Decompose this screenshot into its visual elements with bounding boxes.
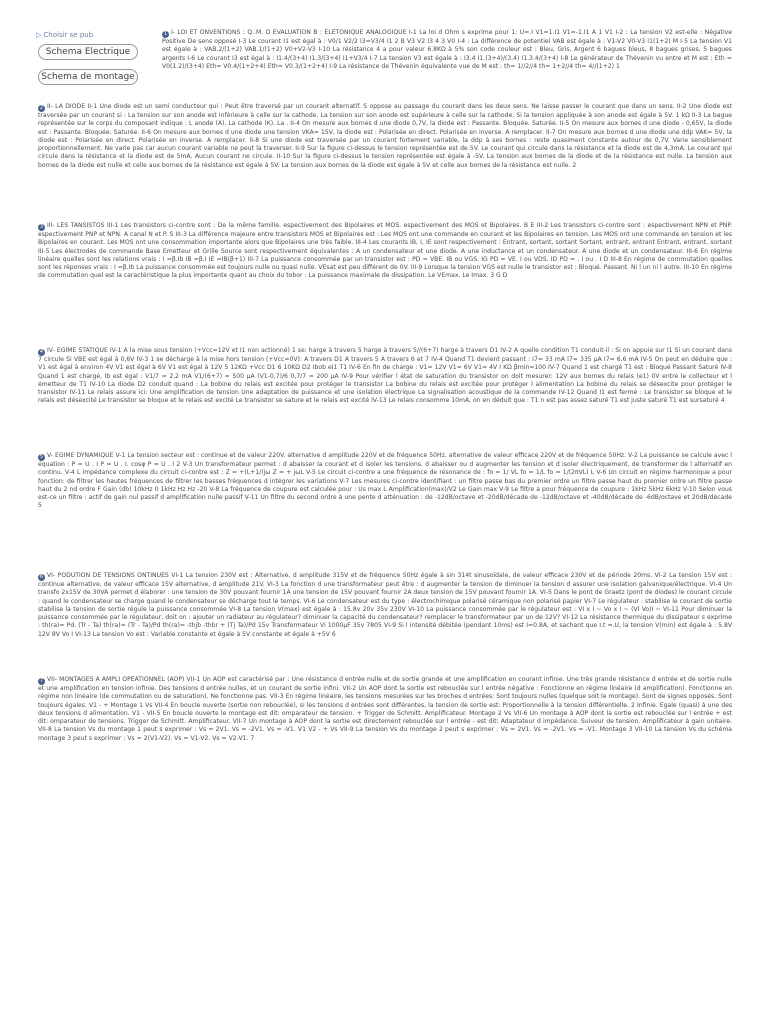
section-5	[38, 452, 732, 532]
section-number-badge: 3	[39, 224, 44, 230]
schema-montage-button[interactable]: Schema de montage	[38, 69, 138, 85]
section-text: IV- EGIME STATIQUE IV-1 A la mise sous tension (+Vcc=12V et I1 non actionné) 1 se: harge à travers 5 harge à travers 5//(6+7) harge à travers D1 IV-2 A quelle condition T1 conduit-il : Si on appuie sur I1 Si un courant dans 7 circule Si VBE est égal à 0,6V IV-3 1 se décharge à la mise hors tension (+Vcc=0V): A travers D1 A travers 5 A travers 6 et 7 IV-4 Quand T1 devient passant : I7= 33 mA I7= 335 µA I7= 6,6 mA IV-5 On peut en déduire que : V1 est égal à environ 4V V1 est égal à 6V V1 est égal à 12V 5 12KΩ +Vcc D1 6 10KΩ D2 Ibob eI1 T1 IV-6 En fin de charge : V1= 12V V1= 6V V1= 4V I KΩ βmin=100 IV-7 Quand 1 est chargé T1 est : Bloqué Passant Saturé IV-8 Quand 1 est chargé, Ib est égal : V1/7 = 2,2 mA V1/(6+7) = 500 µA (V1-0,7)/6 0,7/7 = 200 µA IV-9 Pour vérifier l état de saturation du transistor on doit mesurer: 12V aux bornes du relais (e1) 0V entre le collecteur et l émetteur de T1 IV-10 La diode D2 conduit quand : La bobine du relais est excitée pour protéger le transistor La bobine du relais est excitée pour protéger l alimentation La bobine du relais se désexcite pour protéger le transistor IV-11 Le relais assure ici: Une amplification de tension Une adaptation de puissance et une isolation électrique La signalisation acoustique de la commande IV-12 Quand I1 est fermé : Le transistor se bloque et le relais est désexcité Le transistor se bloque et le relais est excité Le transistor se sature et le relais est excité IV-13 Le relais consomme 10mA, on en déduit que : T1 n est pas assez saturé T1 est juste saturé T1 est sursaturé 4	[38, 347, 732, 405]
section-text: II- LA DIODE II-1 Une diode est un semi conducteur qui : Peut être traversé par un courant alternatif. S oppose au passage du courant dans les deux sens. Ne laisse passer le courant que dans un sens. II-2 Une diode est traversée par un courant si : La tension sur son anode est inférieure à celle sur la cathode. La tension sur son anode est supérieure à celle sur la cathode. Si la tension appliquée à son anode est égale à 5V. 1 kΩ II-3 La bague représentée sur le corps du composant indique : L anode (A). La cathode (K). La . II-4 On mesure aux bornes d une diode 0,7V, la diode est : Passante. Bloquée. Saturée. II-5 On mesure aux bornes d une diode - 0,65V, la diode est : Passante. Bloquée. Saturée. II-6 On mesure aux bornes d une diode une tension VKA= 15V, la diode est : Polarisée en direct. Polarisée en inverse. A remplacer. II-7 On mesure aux bornes d une diode une ddp VAK= 5V, la diode est : Polarisée en direct. Polarisée en inverse. A remplacer. II-8 Si une diode est traversée par un courant fortement variable, la ddp à ses bornes : reste quasiment constante autour de 0,7V. Varie sensiblement proportionnellement. Ne varie pas car aucun courant variable ne peut la traverser. II-9 Sur la figure ci-dessus le tension représentée est de 5V. Le courant qui circule dans la résistance et la diode est de 4,3mA. Le courant qui circule dans la résistance et la diode est de 5mA. Aucun courant ne circule. II-10 Sur la figure ci-dessus le tension représentée est égale à -5V. La tension aux bornes de la diode et de la résistance est nulle. La tension aux bornes de la diode est nulle et celle aux bornes de la résistance est égale à 5V. La tension aux bornes de la diode est égale à 5V et celle aux bornes de la résistance est nulle. 2	[38, 103, 732, 169]
section-4	[38, 347, 732, 415]
section-number-badge: 2	[39, 105, 44, 111]
section-7	[38, 676, 732, 746]
section-text: VI- PODUTION DE TENSIONS ONTINUES VI-1 La tension 230V est : Alternative, d amplitude 315V et de fréquence 50Hz égale à sin 314t sinusoïdale, de valeur efficace 230V et de période 20ms. VI-2 La tension 15V est : continue alternative, de valeur efficace 15V alternative, d amplitude 21V. VI-3 La fonction d une transformateur peut être : d augmenter la tension de diminuer la tension d assurer une isolation galvanique/électrique. VI-4 Un transfo 2x15V de 30VA permet d élaborer : une tension de 30V pouvant fournir 1A une tension de 15V pouvant fournir 2A deux tension de 15V pouvant fournir 1A. VI-5 Dans le pont de Graetz (pont de diodes) le courant circule : quand le condensateur se charge quand le condensateur se décharge tout le temps. VI-6 Le condensateur est du type : électrochimique polarisé céramique non polarisé papier VI-7 Le régulateur : stabilise le courant de sortie stabilise la tension de sortie régule la puissance consommée VI-8 La tension V(max) est égale à : 15.8v 20v 35v 230V VI-10 La puissance consommée par le régulateur est : VI x I ~ Vo x I ~ (VI Vo)I ~ VI-11 Pour diminuer la puissance consommée par le régulateur, doit on : ajouter un radiateur au régulateur? diminuer la capacité du condensateur? remplacer le transformateur par un de 12V? VI-12 La résistance thermique du dissipateur s exprime : th(ra)= Pd. (Tr - Ta) th(ra)= (Tr - Ta)/Pd th(ra)= -thjb -thbr + (Tj Ta)/Pd 15v Transformateur Vi 1000µF 35v 7805 VI-9 Si l intensité débitée (pendant 10ms) est I=0.8A, et sachant que I.t =.U, la tension V(min) est égale à : 5.8V 12V 8V Vo I VI-13 La tension Vo est : Variable constante et égale à 5V constante et égale à +5V 6	[38, 572, 732, 638]
section-text: III- LES TANSISTOS III-1 Les transistors ci-contre sont : De la même famille. espectivement des Bipolaires et MOS. espectivement des MOS et Bipolaires. B E III-2 Les transistors ci-contre sont : espectivement NPN et PNP. espectivement PNP et NPN. A canal N et P. S III-3 La différence majeure entre transistors MOS et Bipolaires est : Les MOS ont une commande en courant et les Bipolaires en tension. Les MOS ont une commande en tension et les Bipolaires en courant. Les MOS ont une consommation importante alors que Bipolaires une très faible. III-4 Les courants IB, I, IE sont respectivement : Entrant, sortant, sortant Sortant, entrant, entrant Entrant, entrant, sortant III-5 Les électrodes de commande Base Emetteur et Grille Source sont respectivement équivalentes : A un condensateur et une diode. A une inductance et un condensateur. A une diode et un condensateur. III-6 En régime linéaire quelles sont les relations vrais : I =β.Ib IB =β.I IE =IB(β+1) III-7 La puissance consommée par un transistor est : PD = VBE. IB ou VGS. IG PD = VE. I ou VDS. ID PD = . I ou . I D III-8 En régime de commutation quelles sont les réponses vrais : I =β.Ib La puissance consommée est toujours nulle ou quasi nulle. VEsat est peu différent de 0V. III-9 Lorsque la tension VGS est nulle le transistor est : Bloqué. Passant. Ni l un ni l autre. III-10 En régime de commutation quel est la caractéristique la plus importante quant au choix du tobor : La puissance maximale de dissipation. Le VEmax. Le Imax. 3 G D	[38, 222, 732, 280]
section-3	[38, 222, 732, 330]
section-2	[38, 103, 732, 211]
section-text: V- EGIME DYNAMIQUE V-1 La tension secteur est : continue et de valeur 220V. alternative d amplitude 220V et de fréquence 50Hz. alternative de valeur efficace 220V et de fréquence 50Hz. V-2 La puissance se calcule avec l équation : P = U . I P = U . I. cosφ P = U . I 2 V-3 Un transformateur permet : d abaisser la courant et d isoler les tensions. d abaisser ou d augmenter les tension et d isoler électriquement. de transformer de l alternatif en continu. V-4 L impédance complexe du circuit ci-contre est : Z = +(L+1/(jω Z = + jωL V-5 Le circuit ci-contre a une fréquence de résonance de : fo = 1/ VL fo = 1/L fo = 1/(2πVL) L V-6 Un circuit en régime harmonique a pour fonction: de filtrer les hautes fréquences de filtrer les basses fréquences d intégrer les variations V-7 Les mesures ci-contre identifiant : un filtre passe bas du premier ordre un filtre passe haut du premier ordre un filtre passe haut du 2 nd ordre F Gain (db) 10kHz 0 1kHz Hz Hz -20 V-8 La fréquence de coupure est calculée pour : Us max L Amplification(max)/V2 Le Gain max V-9 Le filtre a pour fréquence de coupure : 1kHz 5kHz 6kHz V-10 Selon vous est-ce un filtre : actif de gain nul passif d amplification nulle passif V-11 Un filtre du second ordre à une pente d atténuation : de -12dB/octave et -20dB/décade de -12dB/octave et -40dB/décade de -6dB/octave et 20dB/décade 5	[38, 452, 732, 510]
section-number-badge: 4	[39, 349, 44, 355]
sidebar	[38, 30, 156, 85]
schema-electrique-button[interactable]: Schema Electrique	[38, 44, 138, 60]
section-number-badge: 5	[39, 454, 44, 460]
section-number-badge: 6	[39, 574, 44, 580]
ad-choice-link[interactable]	[36, 30, 156, 40]
section-number-badge: 7	[39, 678, 44, 684]
section-6	[38, 572, 732, 666]
section-number-badge: 1	[163, 31, 168, 37]
section-text: VII- MONTAGES A AMPLI OPEATIONNEL (AOP) VII-1 Un AOP est caractérisé par : Une résistance d entrée nulle et de sortie grande et une amplification en courant infinie. Une très grande résistance d entrée et de sortie nulle et une amplification en tension infinie. Des tensions d entrée nulles, et un courant de sortie infini. VII-2 Un AOP dont la sortie est rebouclée sur l entrée négative : Fonctionne en régime linéaire (d amplification). Fonctionne en régime non linéaire (de commutation ou de saturation). Ne fonctionne pas. VII-3 En régime linéaire, les tensions mesurées sur les broches d entrées: Sont toujours nulles (quelque soit le montage). Sont de signes opposés. Sont toujours égales. V1 - + Montage 1 Vs VII-4 En boucle ouverte (sortie non rebouclée), si les tensions d entrées sont différentes, la tension de sortie est: Proportionnelle à la tension différentielle. 2 Infinie. Egale (quasi) à une des deux tensions d alimentation. V1 - VII-5 En boucle ouverte le montage est dit: omparateur de tension. + Trigger de Schmitt. Amplificateur. Montage 2 Vs VII-6 Un montage à AOP dont la sortie est rebouclée sur l entrée + est dit: omparateur de tensions. Trigger de Schmitt. Amplificateur. VII-7 Un montage à AOP dont la sortie est directement rebouclée sur l entrée - est dit: Adaptateur d impédance. Suiveur de tension. Amplificateur à gain unitaire. VII-8 La tension Vs du montage 1 peut s exprimer : Vs = 2V1. Vs = -2V1. Vs = -V1. V1 V2 - + Vs VII-9 La tension Vs du montage 2 peut s exprimer : Vs = 2V1. Vs = -2V1. Vs = -V1. Montage 3 VII-10 La tension Vs du schéma montage 3 peut s exprimer : Vs = 2(V1-V2). Vs = V1-V2. Vs = V2-V1. 7	[38, 676, 732, 742]
ad-choice-label: Choisir se pub	[43, 31, 94, 39]
section-1	[162, 29, 732, 99]
section-text: I- LOI ET ONVENTIONS : Q..M. D EVALUATION B : ELETONIQUE ANALOGIQUE I-1 La loi d Ohm s exprime pour 1: U=.I V1=1.I1 V1=-1.I1 A 1 V1 I-2 : La tension V2 est-elle : Négative Positive De sens opposé I-3 Le courant I1 est égal à : V0/1 V2/2 I3=V3/4 I1 2 B V3 V2 I3 4 3 V0 I-4 : La différence de potentiel VAB est égale à : V1-V2 V0-V3 I1(1+2) M I-5 La tension V1 est égale à : VAB.2/(1+2) VAB.1/(1+2) V0+V2-V3 I-10 La résistance 4 a pour valeur 6.8KΩ à 5% son code couleur est : Bleu, Gris, Argent 6 bagues bleus, 8 bagues grises, 5 bagues argents I-6 Le courant I3 est égal à : I1.4/(3+4) I1.3/(3+4) I1+V3/4 I-7 La tension V3 est égale à : I3.4 I1.(3+4)/(3.4) I1.3.4/(3+4) I-8 Le générateur de Thévenin vu entre et M est : Eth = V0(1.2)/(3+4) Eth= V0.4/(1+2+4) Eth= V0.3/(1+2+4) I-9 La résistance de Thévenin équivalente vue de M est : th= 1//2//4 th= 1+2//4 th= 4//(1+2) 1	[162, 29, 732, 70]
play-icon: ▷	[36, 31, 42, 39]
